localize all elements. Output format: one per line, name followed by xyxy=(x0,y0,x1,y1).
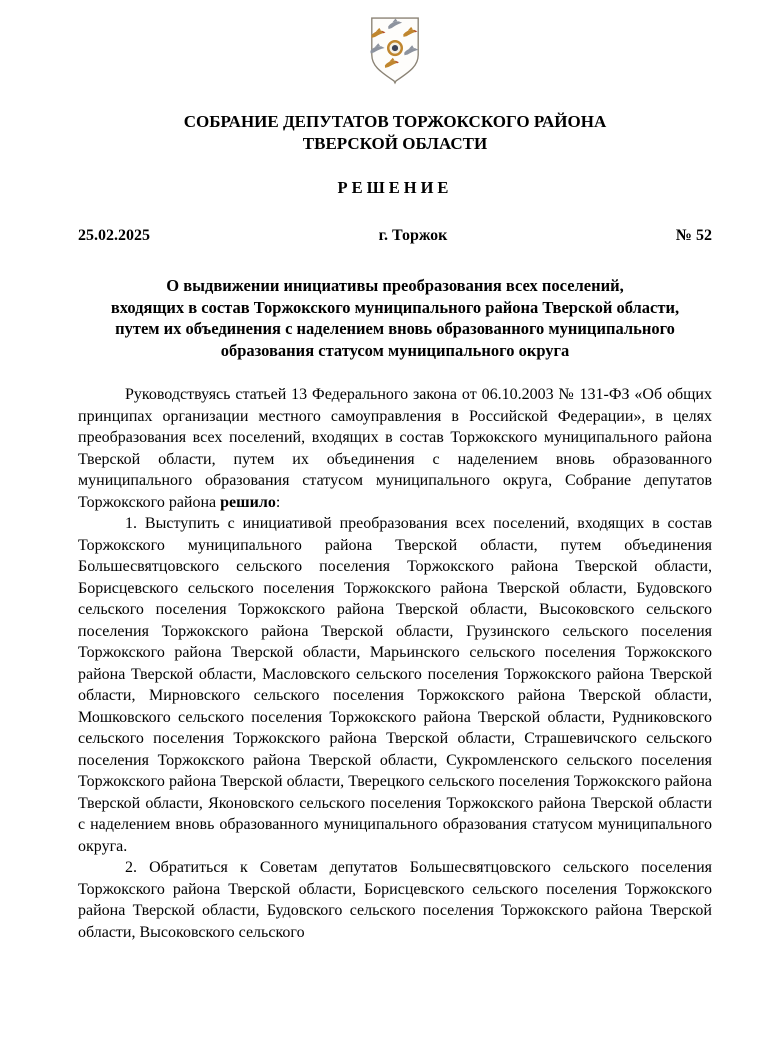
coat-of-arms-icon xyxy=(366,15,424,85)
organization-name-line1: СОБРАНИЕ ДЕПУТАТОВ ТОРЖОКСКОГО РАЙОНА xyxy=(183,112,607,131)
preamble-tail: : xyxy=(275,493,281,511)
document-date: 25.02.2025 xyxy=(78,227,150,244)
document-number: № 52 xyxy=(675,227,712,244)
document-title-line3: путем их объединения с наделением вновь образованного муниципального xyxy=(115,319,675,338)
resolution-item-2: 2. Обратиться к Советам депутатов Большесвятцовского сельского поселения Торжокского района Тверской области, Борисцевского сельского поселения Торжокского района Тверской области, Будовского сельского поселения Торжокского района Тверской области, Высоковского сельского xyxy=(78,859,712,941)
organization-name-line2: ТВЕРСКОЙ ОБЛАСТИ xyxy=(302,134,488,153)
document-title xyxy=(78,275,712,361)
organization-name xyxy=(78,111,712,155)
document-type: РЕШЕНИЕ xyxy=(337,178,453,197)
coat-of-arms xyxy=(78,15,712,85)
document-body xyxy=(78,384,712,943)
document-title-line2: входящих в состав Торжокского муниципального района Тверской области, xyxy=(110,297,680,317)
date-place-number-row xyxy=(78,226,712,245)
center-core xyxy=(392,45,398,51)
preamble-resolved-word: решило xyxy=(220,493,276,511)
document-place: г. Торжок xyxy=(378,227,448,244)
document-title-line4: образования статусом муниципального округа xyxy=(220,340,570,360)
preamble-paragraph xyxy=(78,384,712,513)
resolution-item-1: 1. Выступить с инициативой преобразования всех поселений, входящих в состав Торжокского муниципального района Тверской области, путем объединения Большесвятцовского сельского поселения Торжокского района Тверской области, Борисцевского сельского поселения Торжокского района Тверской области, Будовского сельского поселения Торжокского района Тверской области, Высоковского сельского поселения Торжокского района Тверской области, Грузинского сельского поселения Торжокского района Тверской области, Марьинского сельского поселения Торжокского района Тверской области, Масловского сельского поселения Торжокского района Тверской области, Мирновского сельского поселения Торжокского района Тверской области, Мошковского сельского поселения Торжокского района Тверской области, Рудниковского сельского поселения Торжокского района Тверской области, Страшевичского сельского поселения Торжокского района Тверской области, Сукромленского сельского поселения Торжокского района Тверской области, Тверецкого сельского поселения Торжокского района Тверской области, Яконовского сельского поселения Торжокского района Тверской области с наделением вновь образованного муниципального образования статусом муниципального округа. xyxy=(78,515,712,855)
document-title-line1: О выдвижении инициативы преобразования всех поселений, xyxy=(166,276,624,295)
preamble-text: Руководствуясь статьей 13 Федерального закона от 06.10.2003 № 131-ФЗ «Об общих принципах организации местного самоуправления в Российской Федерации», в целях преобразования всех поселений, входящих в состав Торжокского муниципального района Тверской области, путем их объединения с наделением вновь образованного муниципального образования статусом муниципального округа, Собрание депутатов Торжокского района xyxy=(78,386,712,511)
